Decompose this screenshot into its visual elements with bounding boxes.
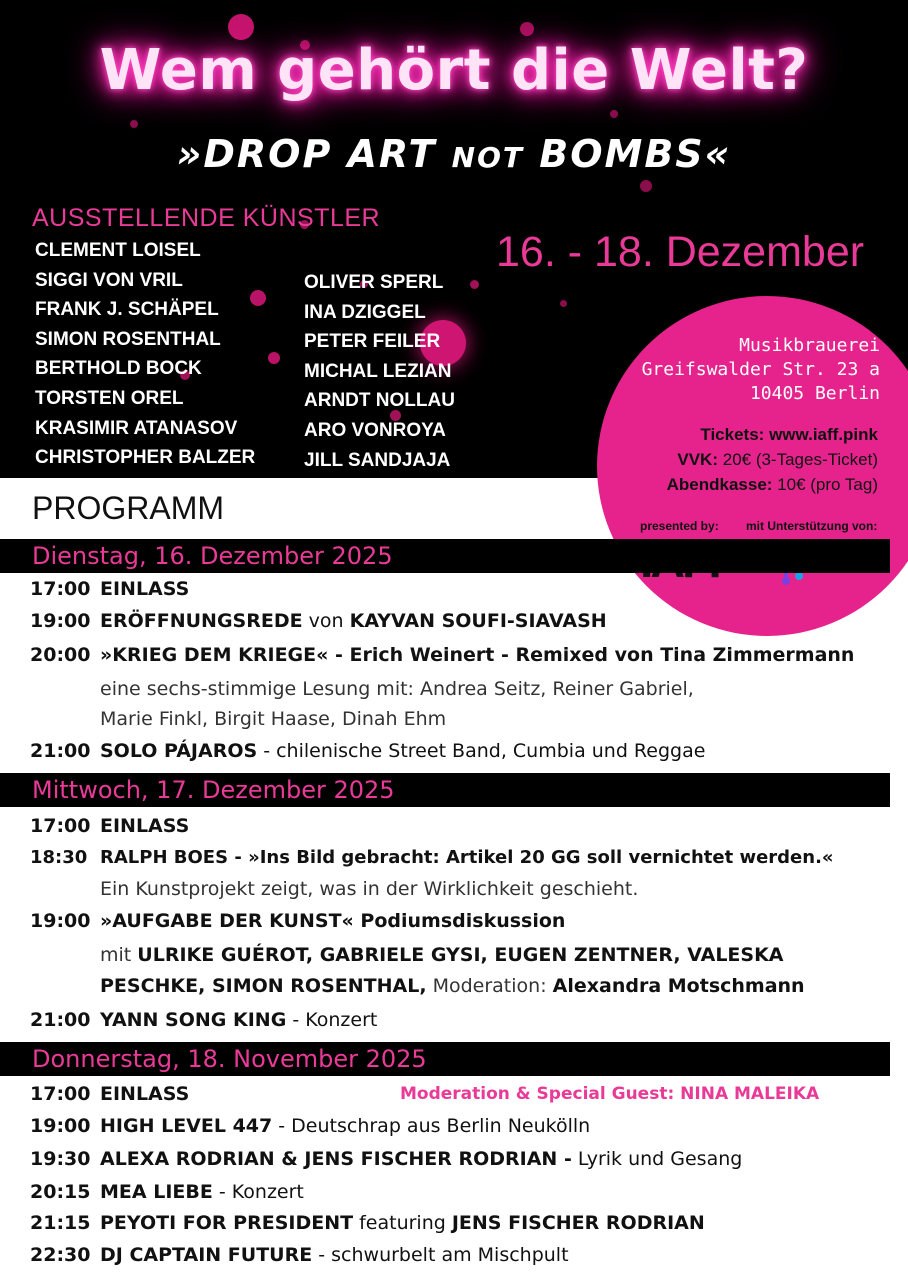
subtitle-part-a: »DROP ART xyxy=(176,132,437,176)
tickets-link[interactable]: www.iaff.pink xyxy=(769,425,878,444)
artist-list-1 xyxy=(35,236,255,473)
artist-name: BERTHOLD BOCK xyxy=(35,358,202,380)
venue-street: Greifswalder Str. 23 a xyxy=(641,359,880,380)
artist-list-2 xyxy=(304,268,455,475)
artist-name: ARO VONROYA xyxy=(304,419,446,441)
program-heading: PROGRAMM xyxy=(32,490,224,526)
program-row: 21:00 SOLO PÁJAROS - chilenische Street Band, Cumbia und Reggae xyxy=(30,740,706,762)
program-row: 22:30 DJ CAPTAIN FUTURE - schwurbelt am Mischpult xyxy=(30,1244,569,1266)
tickets-line: Tickets: www.iaff.pink xyxy=(700,425,878,444)
program-row: 17:00 EINLASS xyxy=(30,1083,190,1105)
artist-name: PETER FEILER xyxy=(304,331,441,353)
paint-splat xyxy=(268,352,280,364)
artist-name: KRASIMIR ATANASOV xyxy=(35,417,238,439)
day-header xyxy=(0,1042,890,1076)
event-dates: 16. - 18. Dezember xyxy=(496,228,865,276)
paint-splat xyxy=(520,22,534,36)
poster-subtitle xyxy=(0,132,908,176)
paint-splat xyxy=(470,280,479,289)
program-row: 20:00 »KRIEG DEM KRIEGE« - Erich Weinert - Remixed von Tina Zimmermann xyxy=(30,644,855,666)
ticket-info xyxy=(610,422,878,497)
program-row: 19:00 ERÖFFNUNGSREDE von KAYVAN SOUFI-SIAVASH xyxy=(30,610,607,632)
program-detail: Ein Kunstprojekt zeigt, was in der Wirklichkeit geschieht. xyxy=(100,878,639,900)
artists-heading: AUSSTELLENDE KÜNSTLER xyxy=(32,204,381,232)
abendkasse-line: Abendkasse: 10€ (pro Tag) xyxy=(666,475,878,494)
paint-splat xyxy=(228,14,254,40)
day-header xyxy=(0,773,890,807)
program-detail: Marie Finkl, Birgit Haase, Dinah Ehm xyxy=(100,708,447,730)
program-row: 21:00 YANN SONG KING - Konzert xyxy=(30,1009,378,1031)
artist-name: MICHAL LEZIAN xyxy=(304,360,452,382)
program-row: 19:30 ALEXA RODRIAN & JENS FISCHER RODRIAN - Lyrik und Gesang xyxy=(30,1148,743,1170)
paint-splat xyxy=(610,110,618,118)
artist-name: CHRISTOPHER BALZER xyxy=(35,447,256,469)
artist-name: CLEMENT LOISEL xyxy=(35,240,201,261)
program-row: 17:00 EINLASS xyxy=(30,815,190,837)
venue-address xyxy=(620,334,880,406)
paint-splat xyxy=(640,180,652,192)
day-label: Dienstag, 16. Dezember 2025 xyxy=(32,542,393,570)
vvk-line: VVK: 20€ (3-Tages-Ticket) xyxy=(677,450,878,469)
poster-title: Wem gehört die Welt? xyxy=(99,38,809,103)
artist-name: FRANK J. SCHÄPEL xyxy=(35,299,219,321)
artist-name: SIGGI VON VRIL xyxy=(35,269,183,291)
support-label: mit Unterstützung von: xyxy=(746,519,878,533)
artist-name: OLIVER SPERL xyxy=(304,272,444,293)
presented-by-label: presented by: xyxy=(640,519,719,533)
venue-city: 10405 Berlin xyxy=(749,383,880,404)
artist-name: TORSTEN OREL xyxy=(35,387,184,409)
program-detail: eine sechs-stimmige Lesung mit: Andrea Seitz, Reiner Gabriel, xyxy=(100,678,694,700)
artist-name: INA DZIGGEL xyxy=(304,301,426,323)
subtitle-part-b: NOT xyxy=(451,141,524,174)
program-row: 18:30 RALPH BOES - »Ins Bild gebracht: Artikel 20 GG soll vernichtet werden.« xyxy=(30,847,834,868)
artist-name: JILL SANDJAJA xyxy=(304,449,451,471)
paint-splat xyxy=(560,300,567,307)
program-detail: mit ULRIKE GUÉROT, GABRIELE GYSI, EUGEN ZENTNER, VALESKA xyxy=(100,944,784,966)
day-label: Mittwoch, 17. Dezember 2025 xyxy=(32,776,395,804)
program-row: 19:00 HIGH LEVEL 447 - Deutschrap aus Berlin Neukölln xyxy=(30,1115,591,1137)
program-row: 20:15 MEA LIEBE - Konzert xyxy=(30,1181,304,1203)
venue-name: Musikbrauerei xyxy=(739,335,880,356)
program-row: 17:00 EINLASS xyxy=(30,578,190,600)
artist-name: SIMON ROSENTHAL xyxy=(35,328,221,350)
special-guest: Moderation & Special Guest: NINA MALEIKA xyxy=(400,1084,820,1104)
program-detail: PESCHKE, SIMON ROSENTHAL, Moderation: Alexandra Motschmann xyxy=(100,975,805,997)
paint-splat xyxy=(130,120,138,128)
day-header xyxy=(0,539,890,573)
program-row: 21:15 PEYOTI FOR PRESIDENT featuring JENS FISCHER RODRIAN xyxy=(30,1212,705,1234)
day-label: Donnerstag, 18. November 2025 xyxy=(32,1045,427,1073)
artist-name: ARNDT NOLLAU xyxy=(304,390,455,412)
program-row: 19:00 »AUFGABE DER KUNST« Podiumsdiskussion xyxy=(30,910,566,932)
subtitle-part-c: BOMBS« xyxy=(539,132,732,176)
